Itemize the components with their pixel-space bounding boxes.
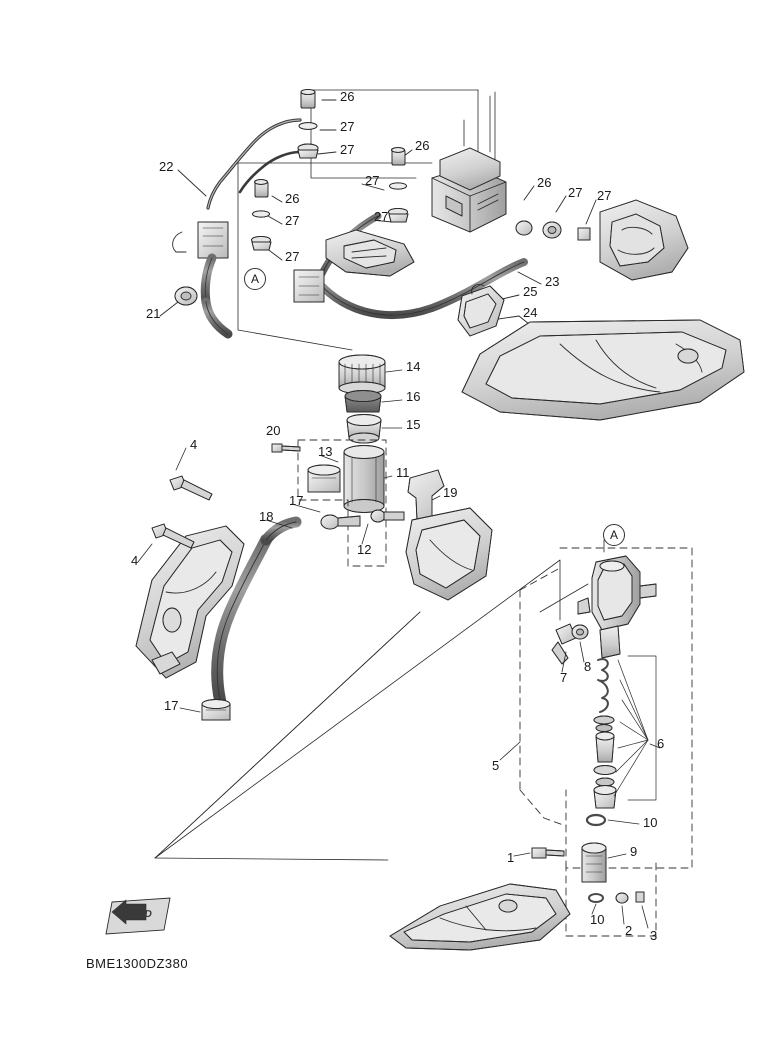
callout-4-b: 4 [131,553,139,568]
callout-16: 16 [406,389,421,404]
reference-marker-a-bottom: A [603,524,625,546]
callout-22: 22 [159,159,174,174]
callout-5: 5 [492,758,500,773]
callout-26-b: 26 [415,138,430,153]
callout-20: 20 [266,423,281,438]
callout-19: 19 [443,485,458,500]
callout-23: 23 [545,274,560,289]
callout-26-d: 26 [537,175,552,190]
callout-25: 25 [523,284,538,299]
callout-6: 6 [657,736,665,751]
callout-26-a: 26 [340,89,355,104]
callout-8: 8 [584,659,592,674]
callout-26-c: 26 [285,191,300,206]
callout-13: 13 [318,444,333,459]
callout-18: 18 [259,509,274,524]
callout-15: 15 [406,417,421,432]
callout-14: 14 [406,359,421,374]
callout-17-a: 17 [289,493,304,508]
reference-marker-a-top: A [244,268,266,290]
callout-27-d: 27 [568,185,583,200]
callout-27-e: 27 [597,188,612,203]
callout-1: 1 [507,850,515,865]
callout-27-c: 27 [365,173,380,188]
callout-10-b: 10 [590,912,605,927]
callout-4-a: 4 [190,437,198,452]
callout-27-b: 27 [340,142,355,157]
callout-2: 2 [625,923,633,938]
callout-27-g: 27 [374,209,389,224]
callout-27-h: 27 [285,249,300,264]
callout-11: 11 [396,465,410,480]
callout-9: 9 [630,844,638,859]
callout-10-a: 10 [643,815,658,830]
callout-3: 3 [650,928,658,943]
callout-12: 12 [357,542,372,557]
fwd-arrow-label: FWD [128,909,153,920]
callout-21: 21 [146,306,161,321]
callout-27-a: 27 [340,119,355,134]
callout-17-b: 17 [164,698,179,713]
callout-7: 7 [560,670,568,685]
diagram-part-code: BME1300DZ380 [86,956,189,971]
callout-27-f: 27 [285,213,300,228]
callout-24: 24 [523,305,538,320]
